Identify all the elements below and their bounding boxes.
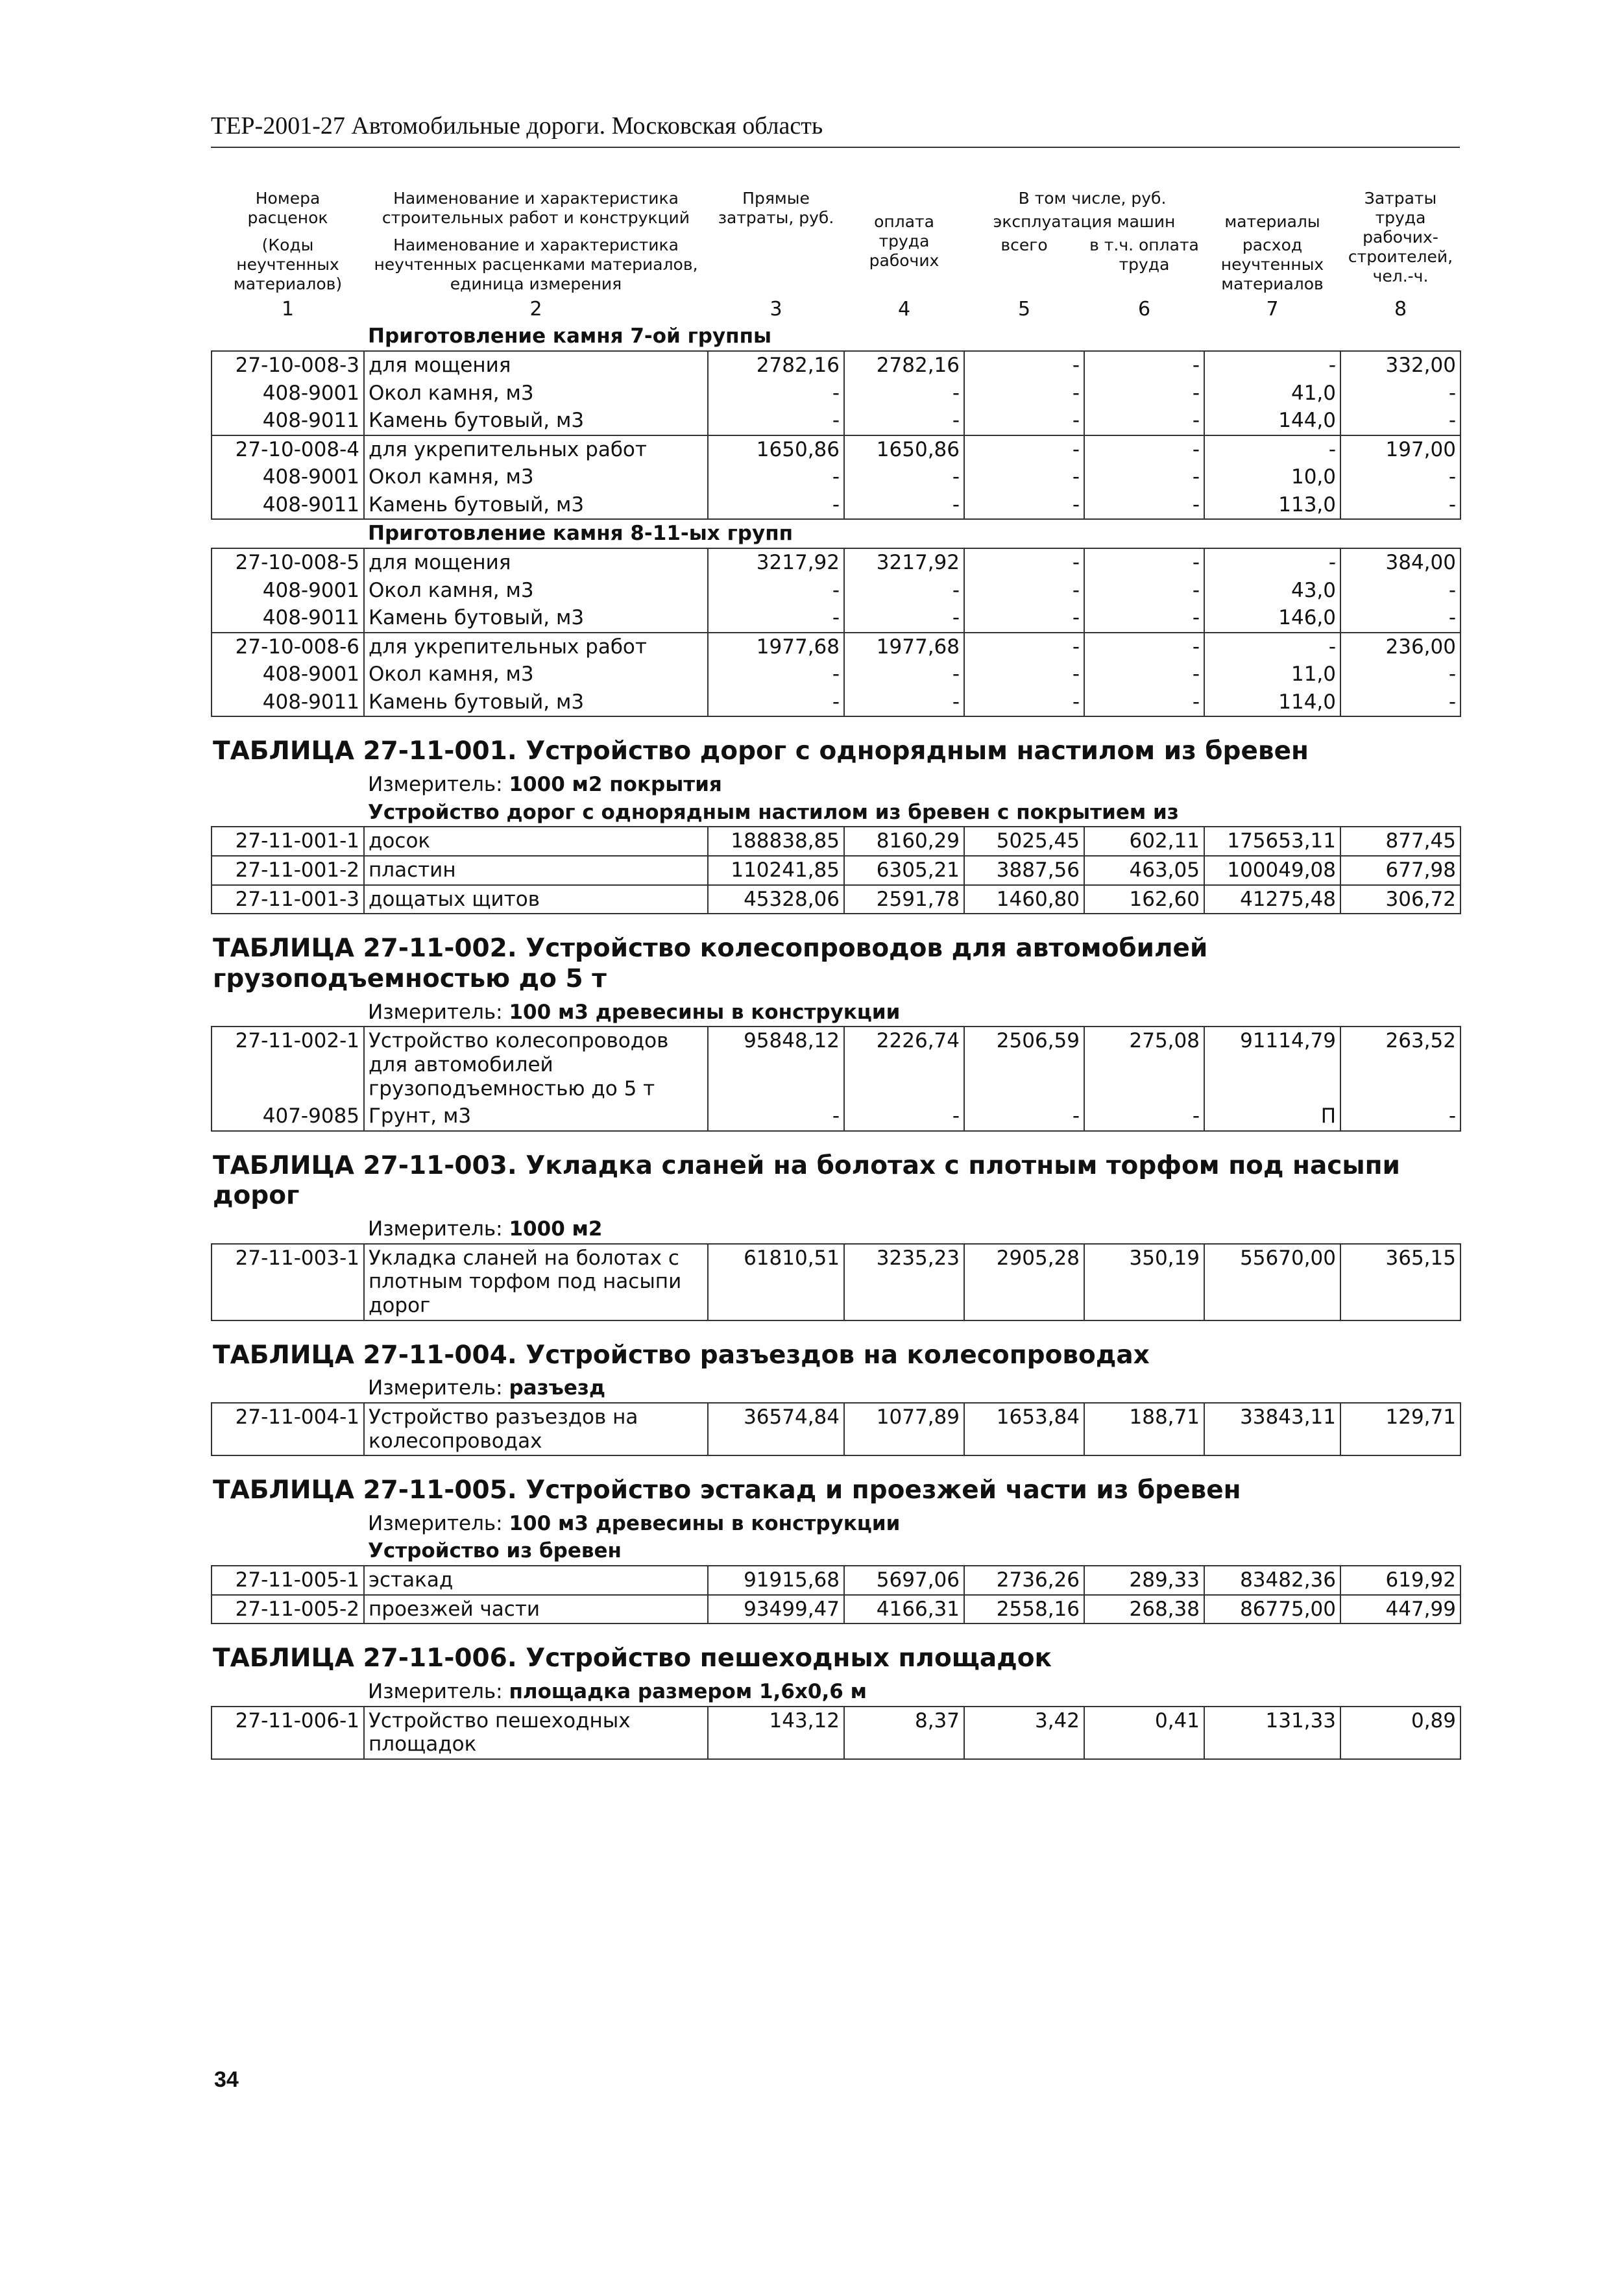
meter-row: [212, 1678, 1460, 1707]
rate-code: 27-10-008-5: [212, 548, 364, 577]
meter-row: [212, 999, 1460, 1027]
worker-wages: -: [844, 661, 964, 688]
machines-total: 1460,80: [964, 885, 1084, 914]
worker-wages: 5697,06: [844, 1566, 964, 1595]
rates-table: [211, 187, 1461, 1760]
machines-wages: 602,11: [1084, 827, 1204, 856]
header-material-name: Наименование и характеристика неучтенных расценками материалов, единица измерения: [374, 236, 698, 293]
direct-costs: -: [708, 661, 844, 688]
direct-costs: 36574,84: [708, 1403, 844, 1455]
section-heading: Приготовление камня 7-ой группы: [368, 324, 772, 348]
table-row: [212, 661, 1460, 688]
meter-value: площадка размером 1,6х0,6 м: [509, 1680, 867, 1703]
table-row: [212, 1027, 1460, 1102]
machines-total: -: [964, 407, 1084, 435]
worker-wages: -: [844, 688, 964, 717]
machines-wages: -: [1084, 688, 1204, 717]
labor-hours: -: [1340, 604, 1460, 633]
direct-costs: 2782,16: [708, 351, 844, 380]
rate-code: 27-11-002-1: [212, 1027, 364, 1102]
column-number: 5: [1017, 298, 1031, 321]
table-row: [212, 1244, 1460, 1320]
machines-total: -: [964, 351, 1084, 380]
machines-wages: 0,41: [1084, 1707, 1204, 1759]
rate-code: 27-11-006-1: [212, 1707, 364, 1759]
meter-value: 100 м3 древесины в конструкции: [509, 1511, 901, 1535]
meter-value: разъезд: [509, 1376, 605, 1400]
table-title: ТАБЛИЦА 27-11-005. Устройство эстакад и проезжей части из бревен: [213, 1476, 1241, 1505]
table-title-row: [212, 1623, 1460, 1678]
labor-hours: 306,72: [1340, 885, 1460, 914]
worker-wages: 2782,16: [844, 351, 964, 380]
direct-costs: 45328,06: [708, 885, 844, 914]
machines-wages: 350,19: [1084, 1244, 1204, 1320]
machines-total: -: [964, 463, 1084, 491]
work-name: для мощения: [364, 351, 708, 380]
labor-hours: 384,00: [1340, 548, 1460, 577]
column-number: 6: [1137, 298, 1151, 321]
meter: [364, 1510, 1460, 1538]
header-group-including: В том числе, руб.: [1018, 189, 1167, 208]
header-machines: эксплуатация машин: [993, 212, 1176, 231]
meter-row: [212, 1215, 1460, 1244]
material-consumption: 33843,11: [1204, 1403, 1340, 1455]
meter-value: 1000 м2 покрытия: [509, 773, 722, 797]
section-heading-row: [212, 1537, 1460, 1566]
material-consumption: 43,0: [1204, 577, 1340, 605]
labor-hours: 877,45: [1340, 827, 1460, 856]
rate-code: 27-11-001-1: [212, 827, 364, 856]
work-name: Укладка сланей на болотах с плотным торфом под насыпи дорог: [364, 1244, 708, 1320]
machines-wages: -: [1084, 491, 1204, 520]
table-title: ТАБЛИЦА 27-11-004. Устройство разъездов на колесопроводах: [213, 1340, 1150, 1370]
material-code: 408-9001: [212, 577, 364, 605]
header-direct-costs: Прямые затраты, руб.: [718, 189, 834, 227]
labor-hours: 197,00: [1340, 435, 1460, 464]
machines-wages: 289,33: [1084, 1566, 1204, 1595]
table-title: ТАБЛИЦА 27-11-001. Устройство дорог с однорядным настилом из бревен: [213, 736, 1309, 766]
meter-value: 100 м3 древесины в конструкции: [509, 1000, 901, 1024]
machines-wages: -: [1084, 407, 1204, 435]
material-name: Окол камня, м3: [364, 661, 708, 688]
table-header-row: [212, 187, 1460, 210]
material-consumption: -: [1204, 435, 1340, 464]
machines-total: -: [964, 491, 1084, 520]
machines-wages: -: [1084, 548, 1204, 577]
column-number: 4: [897, 298, 911, 321]
material-name: Окол камня, м3: [364, 463, 708, 491]
material-code: 408-9011: [212, 688, 364, 717]
material-consumption: 41,0: [1204, 380, 1340, 407]
table-row: [212, 604, 1460, 633]
page-number: 34: [214, 2067, 239, 2092]
worker-wages: -: [844, 380, 964, 407]
worker-wages: 3217,92: [844, 548, 964, 577]
labor-hours: -: [1340, 407, 1460, 435]
rate-code: 27-10-008-3: [212, 351, 364, 380]
material-consumption: 83482,36: [1204, 1566, 1340, 1595]
meter-label: Измеритель:: [368, 1376, 503, 1400]
machines-wages: 275,08: [1084, 1027, 1204, 1102]
table-row: [212, 688, 1460, 717]
work-name: для мощения: [364, 548, 708, 577]
header-material-codes: (Коды неучтенных материалов): [233, 236, 343, 293]
machines-total: 2506,59: [964, 1027, 1084, 1102]
column-numbers-row: [212, 296, 1460, 322]
direct-costs: 3217,92: [708, 548, 844, 577]
worker-wages: 8160,29: [844, 827, 964, 856]
direct-costs: 110241,85: [708, 856, 844, 885]
machines-total: -: [964, 604, 1084, 633]
machines-total: -: [964, 688, 1084, 717]
material-consumption: 41275,48: [1204, 885, 1340, 914]
section-heading: Устройство дорог с однорядным настилом из бревен с покрытием из: [368, 800, 1179, 824]
table-row: [212, 463, 1460, 491]
work-name: Устройство пешеходных площадок: [364, 1707, 708, 1759]
meter: [364, 771, 1460, 799]
direct-costs: -: [708, 463, 844, 491]
table-row: [212, 1595, 1460, 1624]
material-name: Камень бутовый, м3: [364, 491, 708, 520]
header-worker-wages: оплата труда рабочих: [869, 212, 939, 270]
table-row: [212, 885, 1460, 914]
direct-costs: 143,12: [708, 1707, 844, 1759]
meter-row: [212, 1510, 1460, 1538]
work-name: досок: [364, 827, 708, 856]
material-name: Окол камня, м3: [364, 577, 708, 605]
machines-total: -: [964, 435, 1084, 464]
table-title-row: [212, 1320, 1460, 1375]
direct-costs: 95848,12: [708, 1027, 844, 1102]
labor-hours: 677,98: [1340, 856, 1460, 885]
table-title: ТАБЛИЦА 27-11-006. Устройство пешеходных площадок: [213, 1644, 1052, 1673]
table-title: ТАБЛИЦА 27-11-003. Укладка сланей на болотах с плотным торфом под насыпи дорог: [213, 1150, 1400, 1211]
direct-costs: -: [708, 491, 844, 520]
material-consumption: -: [1204, 351, 1340, 380]
direct-costs: -: [708, 1102, 844, 1131]
machines-total: 3887,56: [964, 856, 1084, 885]
section-heading: Приготовление камня 8-11-ых групп: [368, 522, 794, 546]
machines-wages: 162,60: [1084, 885, 1204, 914]
machines-wages: -: [1084, 463, 1204, 491]
material-name: Камень бутовый, м3: [364, 604, 708, 633]
table-row: [212, 435, 1460, 464]
material-consumption: 86775,00: [1204, 1595, 1340, 1624]
table-title-row: [212, 1455, 1460, 1510]
direct-costs: 1650,86: [708, 435, 844, 464]
labor-hours: 236,00: [1340, 633, 1460, 661]
table-row: [212, 491, 1460, 520]
direct-costs: -: [708, 688, 844, 717]
worker-wages: 4166,31: [844, 1595, 964, 1624]
worker-wages: 8,37: [844, 1707, 964, 1759]
labor-hours: -: [1340, 1102, 1460, 1131]
machines-total: -: [964, 1102, 1084, 1131]
meter: [364, 999, 1460, 1027]
labor-hours: 365,15: [1340, 1244, 1460, 1320]
machines-total: 1653,84: [964, 1403, 1084, 1455]
material-consumption: 113,0: [1204, 491, 1340, 520]
header-machines-wages: в т.ч. оплата труда: [1089, 236, 1199, 274]
direct-costs: -: [708, 380, 844, 407]
worker-wages: -: [844, 491, 964, 520]
meter-value: 1000 м2: [509, 1217, 603, 1241]
material-code: 408-9011: [212, 604, 364, 633]
machines-wages: 268,38: [1084, 1595, 1204, 1624]
direct-costs: -: [708, 577, 844, 605]
material-consumption: 144,0: [1204, 407, 1340, 435]
column-number: 7: [1266, 298, 1279, 321]
worker-wages: 3235,23: [844, 1244, 964, 1320]
table-row: [212, 1403, 1460, 1455]
header-divider: [211, 147, 1460, 148]
work-name: дощатых щитов: [364, 885, 708, 914]
meter: [364, 1215, 1460, 1244]
machines-wages: -: [1084, 661, 1204, 688]
machines-total: -: [964, 577, 1084, 605]
material-code: 407-9085: [212, 1102, 364, 1131]
material-name: Камень бутовый, м3: [364, 407, 708, 435]
meter-label: Измеритель:: [368, 1680, 503, 1703]
table-row: [212, 633, 1460, 661]
column-number: 8: [1394, 298, 1407, 321]
meter-label: Измеритель:: [368, 1000, 503, 1024]
machines-total: -: [964, 380, 1084, 407]
rate-code: 27-11-001-2: [212, 856, 364, 885]
machines-wages: 463,05: [1084, 856, 1204, 885]
machines-wages: -: [1084, 351, 1204, 380]
material-consumption: 114,0: [1204, 688, 1340, 717]
header-machines-total: всего: [1000, 236, 1048, 254]
table-row: [212, 856, 1460, 885]
direct-costs: -: [708, 407, 844, 435]
meter-row: [212, 771, 1460, 799]
work-name: проезжей части: [364, 1595, 708, 1624]
work-name: для укрепительных работ: [364, 435, 708, 464]
table-title-row: [212, 914, 1460, 999]
table-row: [212, 577, 1460, 605]
meter: [364, 1678, 1460, 1707]
worker-wages: 2591,78: [844, 885, 964, 914]
material-consumption: 146,0: [1204, 604, 1340, 633]
work-name: эстакад: [364, 1566, 708, 1595]
material-name: Окол камня, м3: [364, 380, 708, 407]
section-heading-row: [212, 799, 1460, 827]
section-heading: Устройство из бревен: [368, 1539, 622, 1563]
work-name: Устройство разъездов на колесопроводах: [364, 1403, 708, 1455]
machines-total: -: [964, 661, 1084, 688]
material-consumption: -: [1204, 633, 1340, 661]
column-number: 1: [281, 298, 295, 321]
table-row: [212, 407, 1460, 435]
header-materials: материалы: [1224, 212, 1320, 231]
direct-costs: 188838,85: [708, 827, 844, 856]
material-consumption: П: [1204, 1102, 1340, 1131]
table-title-row: [212, 1131, 1460, 1216]
labor-hours: 0,89: [1340, 1707, 1460, 1759]
section-heading-row: [212, 322, 1460, 351]
worker-wages: -: [844, 577, 964, 605]
direct-costs: 1977,68: [708, 633, 844, 661]
machines-total: -: [964, 633, 1084, 661]
material-name: Грунт, м3: [364, 1102, 708, 1131]
direct-costs: 93499,47: [708, 1595, 844, 1624]
labor-hours: 129,71: [1340, 1403, 1460, 1455]
table-row: [212, 827, 1460, 856]
material-code: 408-9011: [212, 491, 364, 520]
worker-wages: -: [844, 407, 964, 435]
machines-wages: -: [1084, 577, 1204, 605]
header-work-name: Наименование и характеристика строительных работ и конструкций: [382, 189, 690, 227]
work-name: Устройство колесопроводов для автомобилей грузоподъемностью до 5 т: [364, 1027, 708, 1102]
labor-hours: -: [1340, 577, 1460, 605]
labor-hours: -: [1340, 380, 1460, 407]
direct-costs: -: [708, 604, 844, 633]
labor-hours: -: [1340, 661, 1460, 688]
material-consumption: 11,0: [1204, 661, 1340, 688]
labor-hours: 619,92: [1340, 1566, 1460, 1595]
labor-hours: 263,52: [1340, 1027, 1460, 1102]
labor-hours: -: [1340, 463, 1460, 491]
machines-wages: -: [1084, 435, 1204, 464]
machines-total: 2905,28: [964, 1244, 1084, 1320]
meter-label: Измеритель:: [368, 773, 503, 797]
machines-total: 5025,45: [964, 827, 1084, 856]
meter-label: Измеритель:: [368, 1217, 503, 1241]
labor-hours: 332,00: [1340, 351, 1460, 380]
header-rate-number: Номера расценок: [247, 189, 328, 227]
worker-wages: 1650,86: [844, 435, 964, 464]
direct-costs: 61810,51: [708, 1244, 844, 1320]
material-consumption: -: [1204, 548, 1340, 577]
rate-code: 27-10-008-4: [212, 435, 364, 464]
worker-wages: -: [844, 463, 964, 491]
machines-wages: 188,71: [1084, 1403, 1204, 1455]
machines-total: 2736,26: [964, 1566, 1084, 1595]
material-consumption: 55670,00: [1204, 1244, 1340, 1320]
table-row: [212, 1102, 1460, 1131]
material-consumption: 100049,08: [1204, 856, 1340, 885]
rate-code: 27-11-001-3: [212, 885, 364, 914]
rate-code: 27-11-003-1: [212, 1244, 364, 1320]
rate-code: 27-11-005-1: [212, 1566, 364, 1595]
table-title: ТАБЛИЦА 27-11-002. Устройство колесопроводов для автомобилей грузоподъемностью до 5 т: [213, 934, 1208, 993]
work-name: для укрепительных работ: [364, 633, 708, 661]
material-consumption: 10,0: [1204, 463, 1340, 491]
worker-wages: 1077,89: [844, 1403, 964, 1455]
material-code: 408-9001: [212, 380, 364, 407]
table-row: [212, 1707, 1460, 1759]
section-heading-row: [212, 519, 1460, 548]
direct-costs: 91915,68: [708, 1566, 844, 1595]
machines-wages: -: [1084, 604, 1204, 633]
table-title-row: [212, 716, 1460, 771]
labor-hours: 447,99: [1340, 1595, 1460, 1624]
machines-total: 2558,16: [964, 1595, 1084, 1624]
material-code: 408-9001: [212, 661, 364, 688]
worker-wages: 6305,21: [844, 856, 964, 885]
column-number: 3: [770, 298, 782, 321]
table-row: [212, 1566, 1460, 1595]
machines-total: 3,42: [964, 1707, 1084, 1759]
material-code: 408-9011: [212, 407, 364, 435]
material-code: 408-9001: [212, 463, 364, 491]
rate-code: 27-11-004-1: [212, 1403, 364, 1455]
meter-label: Измеритель:: [368, 1511, 503, 1535]
material-consumption: 131,33: [1204, 1707, 1340, 1759]
page-header-title: ТЕР-2001-27 Автомобильные дороги. Московская область: [211, 112, 823, 140]
material-name: Камень бутовый, м3: [364, 688, 708, 717]
rate-code: 27-10-008-6: [212, 633, 364, 661]
labor-hours: -: [1340, 491, 1460, 520]
meter: [364, 1374, 1460, 1403]
table-row: [212, 380, 1460, 407]
labor-hours: -: [1340, 688, 1460, 717]
machines-wages: -: [1084, 1102, 1204, 1131]
material-consumption: 91114,79: [1204, 1027, 1340, 1102]
machines-total: -: [964, 548, 1084, 577]
rate-code: 27-11-005-2: [212, 1595, 364, 1624]
header-material-consumption: расход неучтенных материалов: [1220, 236, 1324, 293]
header-labor-costs: Затраты труда рабочих-строителей, чел.-ч.: [1348, 189, 1453, 286]
column-number: 2: [529, 298, 542, 321]
machines-wages: -: [1084, 633, 1204, 661]
machines-wages: -: [1084, 380, 1204, 407]
meter-row: [212, 1374, 1460, 1403]
table-row: [212, 548, 1460, 577]
worker-wages: -: [844, 604, 964, 633]
worker-wages: -: [844, 1102, 964, 1131]
material-consumption: 175653,11: [1204, 827, 1340, 856]
table-row: [212, 351, 1460, 380]
work-name: пластин: [364, 856, 708, 885]
worker-wages: 1977,68: [844, 633, 964, 661]
worker-wages: 2226,74: [844, 1027, 964, 1102]
